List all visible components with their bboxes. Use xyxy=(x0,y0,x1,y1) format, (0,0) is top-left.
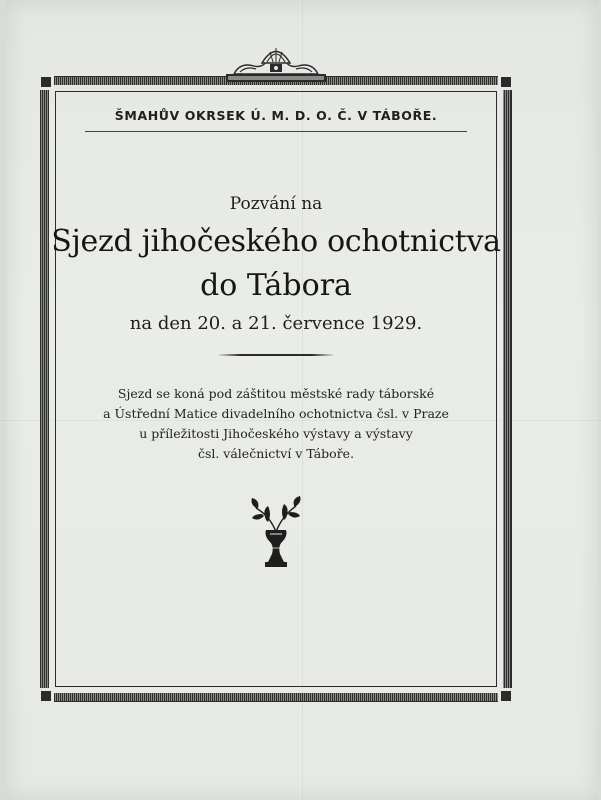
divider-rule xyxy=(217,354,335,356)
vase-with-branches-ornament-icon xyxy=(248,496,304,572)
paragraph-line: čsl. válečnictví v Táboře. xyxy=(197,446,355,461)
invitation-line: Pozvání na xyxy=(229,194,323,214)
corner-ornament-bottom-left xyxy=(38,688,54,704)
corner-ornament-top-left xyxy=(38,74,54,90)
organization-header: ŠMAHŮV OKRSEK Ú. M. D. O. Č. V TÁBOŘE. xyxy=(114,108,438,123)
title-line-2: do Tábora xyxy=(200,268,352,303)
description-paragraph xyxy=(55,384,497,464)
title-line-1: Sjezd jihočeského ochotnictva xyxy=(51,224,501,259)
header-underline xyxy=(85,131,467,132)
corner-ornament-bottom-right xyxy=(498,688,514,704)
paragraph-line: Sjezd se koná pod záštitou městské rady táborské xyxy=(117,386,435,401)
paragraph-line: a Ústřední Matice divadelního ochotnictva čsl. v Praze xyxy=(103,406,449,421)
date-line: na den 20. a 21. července 1929. xyxy=(129,313,423,334)
corner-ornament-top-right xyxy=(498,74,514,90)
top-crest-ornament-icon xyxy=(226,42,326,84)
paragraph-line: u příležitosti Jihočeského výstavy a výstavy xyxy=(139,426,413,441)
